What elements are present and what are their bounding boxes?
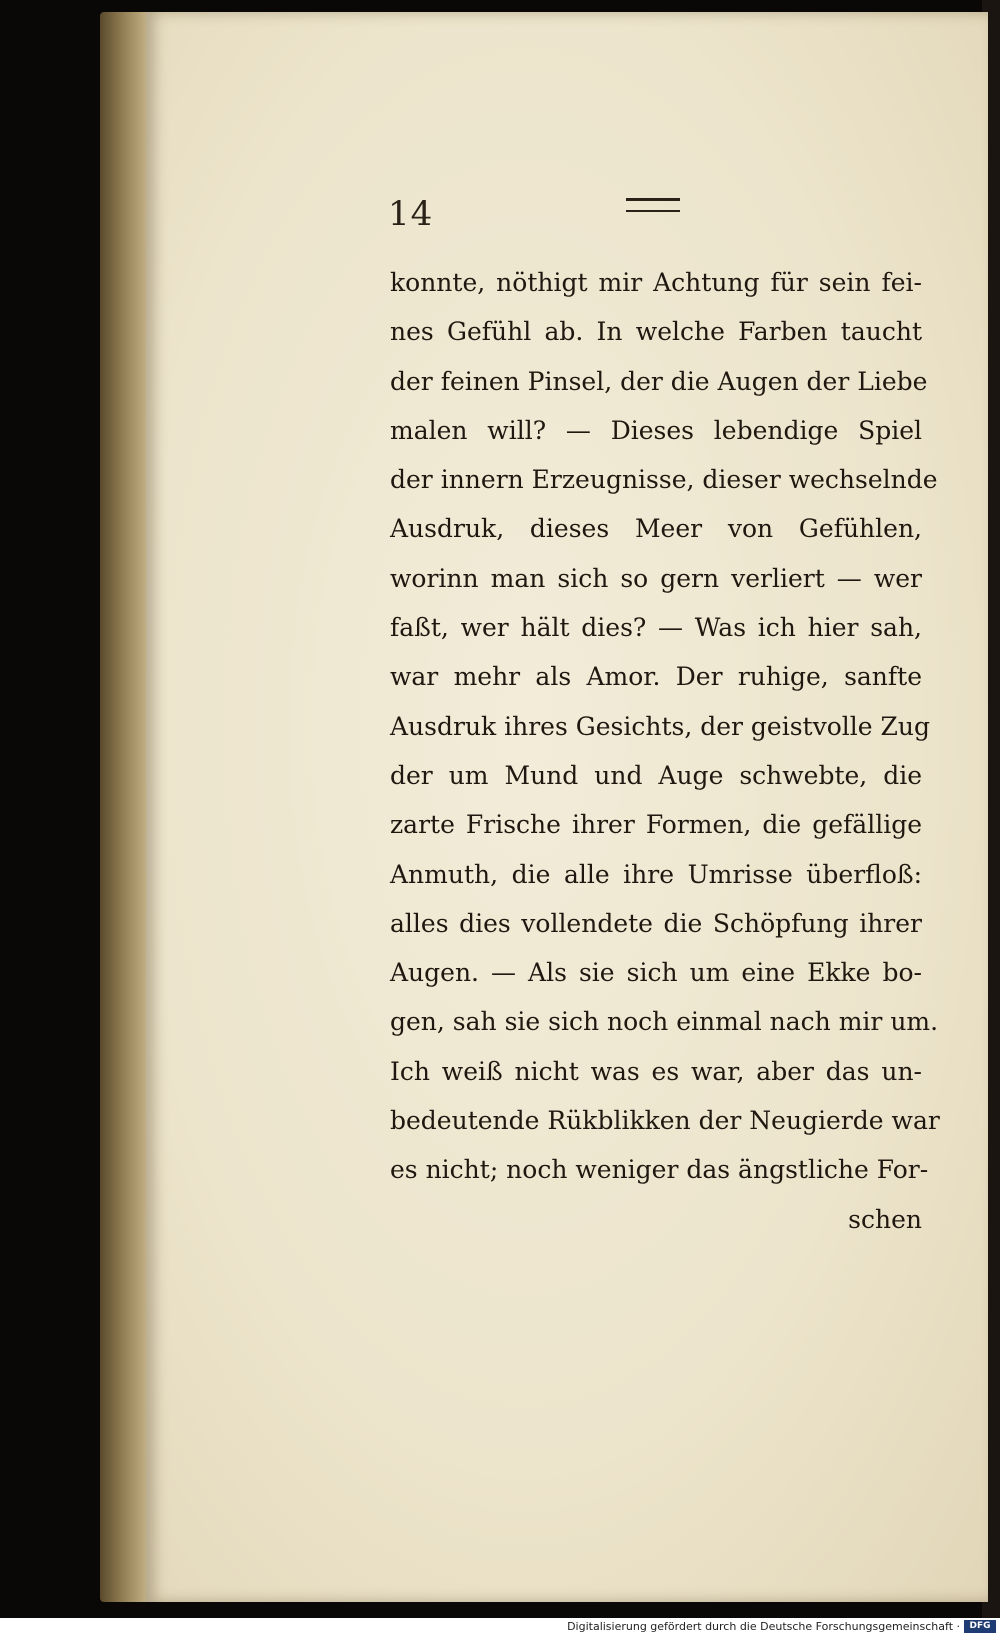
body-text (390, 258, 940, 1244)
text-line: Ich weiß nicht was es war, aber das un- (390, 1056, 922, 1086)
catchword: schen (848, 1204, 922, 1234)
text-line: faßt, wer hält dies? — Was ich hier sah, (390, 613, 922, 643)
dfg-logo: DFG (964, 1620, 996, 1633)
text-line: war mehr als Amor. Der ruhige, sanfte (390, 662, 922, 692)
text-line: bedeutende Rükblikken der Neugierde war (390, 1106, 940, 1136)
text-line: Ausdruk ihres Gesichts, der geistvolle Zug (390, 711, 930, 741)
text-line: konnte, nöthigt mir Achtung für sein fei- (390, 268, 922, 297)
text-line: malen will? — Dieses lebendige Spiel (390, 415, 922, 445)
text-line: worinn man sich so gern verliert — wer (390, 563, 922, 593)
text-line: alles dies vollendete die Schöpfung ihrer (390, 908, 922, 938)
text-line: der feinen Pinsel, der die Augen der Liebe (390, 366, 928, 396)
text-line: nes Gefühl ab. In welche Farben taucht (390, 317, 922, 347)
digitization-footer (0, 1618, 1000, 1635)
text-line: es nicht; noch weniger das ängstliche For- (390, 1155, 929, 1185)
header-rule (626, 198, 680, 212)
page-number: 14 (388, 194, 434, 234)
text-line: Anmuth, die alle ihre Umrisse überfloß: (390, 859, 922, 889)
text-line: der um Mund und Auge schwebte, die (390, 760, 922, 790)
text-line: der innern Erzeugnisse, dieser wechselnde (390, 465, 938, 495)
text-line: gen, sah sie sich noch einmal nach mir um. (390, 1007, 939, 1037)
text-line: Augen. — Als sie sich um eine Ekke bo- (390, 958, 922, 988)
funding-credit: Digitalisierung gefördert durch die Deutsche Forschungsgemeinschaft · (567, 1620, 960, 1633)
text-line: Ausdruk, dieses Meer von Gefühlen, (390, 514, 922, 544)
text-line: zarte Frische ihrer Formen, die gefällige (390, 810, 922, 840)
